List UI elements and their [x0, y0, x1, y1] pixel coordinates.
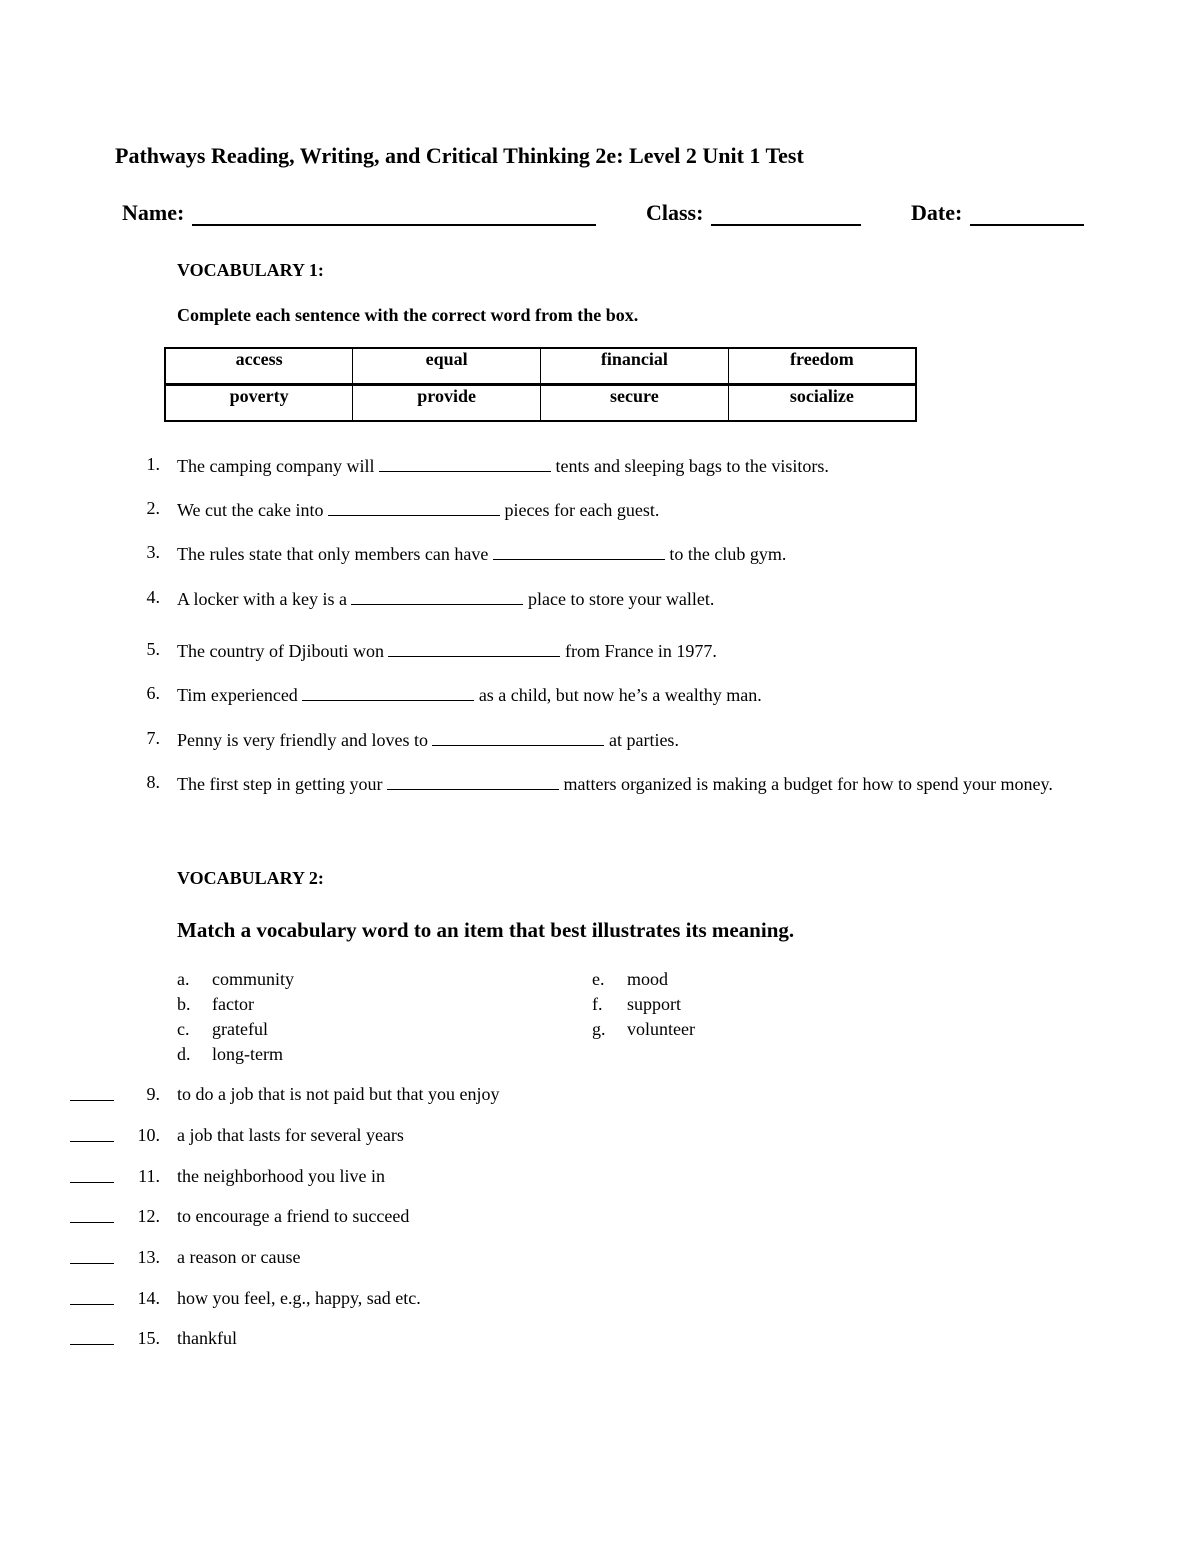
item-text: thankful	[177, 1328, 237, 1348]
option-word: grateful	[212, 1019, 268, 1039]
word-box-cell: equal	[353, 348, 541, 385]
name-field[interactable]	[122, 200, 596, 226]
word-box-cell: secure	[541, 385, 729, 422]
option-letter: f.	[592, 994, 603, 1014]
option-letter: a.	[177, 969, 190, 989]
question-text-after: place to store your wallet.	[527, 589, 715, 609]
option-g	[592, 1019, 695, 1040]
class-field[interactable]	[646, 200, 861, 226]
option-e	[592, 969, 668, 990]
answer-blank[interactable]	[70, 1141, 114, 1142]
item-text: the neighborhood you live in	[177, 1166, 385, 1186]
option-word: long-term	[212, 1044, 283, 1064]
option-word: factor	[212, 994, 254, 1014]
option-letter: d.	[177, 1044, 191, 1064]
question-text-after: pieces for each guest.	[504, 500, 660, 520]
question-text-before: A locker with a key is a	[177, 589, 347, 609]
question-text-after: matters organized is making a budget for how to spend your money.	[563, 774, 1053, 794]
option-letter: b.	[177, 994, 191, 1014]
answer-blank[interactable]	[302, 684, 474, 701]
vocab1-heading: VOCABULARY 1:	[177, 260, 324, 280]
item-number: 10.	[137, 1125, 160, 1145]
vocab2-heading: VOCABULARY 2:	[177, 868, 324, 888]
option-d	[177, 1044, 283, 1065]
word-box-cell: financial	[541, 348, 729, 385]
option-word: support	[627, 994, 681, 1014]
answer-blank[interactable]	[387, 773, 559, 790]
item-number: 12.	[137, 1206, 160, 1226]
option-b	[177, 994, 254, 1015]
answer-blank[interactable]	[493, 543, 665, 560]
item-number: 14.	[137, 1288, 160, 1308]
word-box-cell: provide	[353, 385, 541, 422]
option-word: volunteer	[627, 1019, 695, 1039]
option-word: mood	[627, 969, 669, 989]
question-text-before: The camping company will	[177, 456, 375, 476]
vocab2-instruction: Match a vocabulary word to an item that best illustrates its meaning.	[177, 918, 795, 942]
answer-blank[interactable]	[388, 640, 560, 657]
date-field[interactable]	[911, 200, 1084, 226]
option-letter: g.	[592, 1019, 606, 1039]
answer-blank[interactable]	[70, 1100, 114, 1101]
option-letter: e.	[592, 969, 605, 989]
page-title: Pathways Reading, Writing, and Critical Thinking 2e: Level 2 Unit 1 Test	[115, 143, 804, 168]
question-text-after: as a child, but now he’s a wealthy man.	[478, 685, 762, 705]
question-number: 2.	[146, 498, 160, 518]
word-box-cell: freedom	[728, 348, 916, 385]
question-text-after: tents and sleeping bags to the visitors.	[555, 456, 829, 476]
answer-blank[interactable]	[70, 1182, 114, 1183]
question-text-before: Tim experienced	[177, 685, 298, 705]
class-blank[interactable]	[711, 202, 861, 226]
answer-blank[interactable]	[70, 1344, 114, 1345]
answer-blank[interactable]	[70, 1263, 114, 1264]
question-number: 7.	[146, 728, 160, 748]
answer-blank[interactable]	[379, 455, 551, 472]
question-number: 1.	[146, 454, 160, 474]
answer-blank[interactable]	[351, 588, 523, 605]
option-word: community	[212, 969, 294, 989]
class-label: Class:	[646, 200, 704, 225]
question-number: 3.	[146, 542, 160, 562]
date-label: Date:	[911, 200, 963, 225]
question-number: 6.	[146, 683, 160, 703]
name-blank[interactable]	[192, 202, 596, 226]
question-text-before: The country of Djibouti won	[177, 641, 384, 661]
answer-blank[interactable]	[328, 499, 500, 516]
item-text: how you feel, e.g., happy, sad etc.	[177, 1288, 421, 1308]
name-label: Name:	[122, 200, 185, 225]
item-text: to encourage a friend to succeed	[177, 1206, 410, 1226]
item-number: 9.	[146, 1084, 160, 1104]
answer-blank[interactable]	[432, 729, 604, 746]
word-box-cell: access	[165, 348, 353, 385]
word-box-cell: socialize	[728, 385, 916, 422]
item-text: a job that lasts for several years	[177, 1125, 404, 1145]
item-number: 11.	[138, 1166, 160, 1186]
item-number: 15.	[137, 1328, 160, 1348]
item-text: to do a job that is not paid but that you enjoy	[177, 1084, 500, 1104]
option-letter: c.	[177, 1019, 190, 1039]
word-box-row	[165, 385, 916, 422]
option-a	[177, 969, 294, 990]
question-text-after: at parties.	[608, 730, 679, 750]
date-blank[interactable]	[970, 202, 1084, 226]
vocab1-instruction: Complete each sentence with the correct word from the box.	[177, 305, 639, 325]
question-text-before: The first step in getting your	[177, 774, 383, 794]
question-text-after: from France in 1977.	[564, 641, 717, 661]
word-box	[164, 347, 917, 422]
question-number: 5.	[146, 639, 160, 659]
option-c	[177, 1019, 268, 1040]
option-f	[592, 994, 681, 1015]
item-number: 13.	[137, 1247, 160, 1267]
question-text-before: Penny is very friendly and loves to	[177, 730, 428, 750]
answer-blank[interactable]	[70, 1304, 114, 1305]
word-box-cell: poverty	[165, 385, 353, 422]
question-text-before: We cut the cake into	[177, 500, 324, 520]
question-number: 4.	[146, 587, 160, 607]
answer-blank[interactable]	[70, 1222, 114, 1223]
word-box-row	[165, 348, 916, 385]
question-number: 8.	[146, 772, 160, 792]
question-text-after: to the club gym.	[669, 544, 787, 564]
item-text: a reason or cause	[177, 1247, 301, 1267]
question-text-before: The rules state that only members can have	[177, 544, 489, 564]
